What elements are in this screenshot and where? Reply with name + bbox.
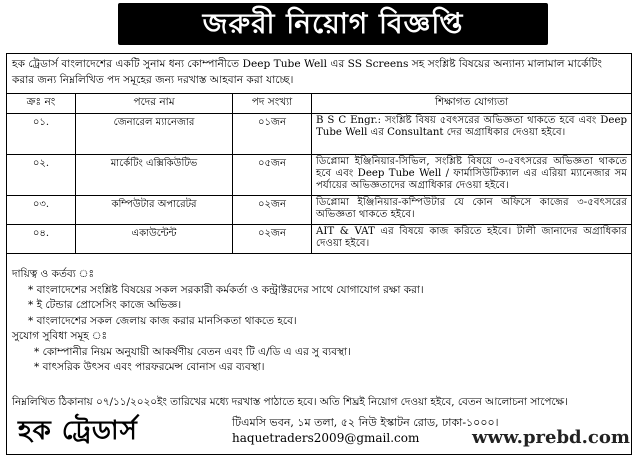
- serial-cell: ০৪.: [7, 225, 76, 254]
- post-cell: কম্পিউটার অপারেটর: [76, 196, 233, 225]
- table-row: [7, 114, 632, 155]
- vacancy-table: [6, 93, 632, 254]
- col-serial-header: ক্রঃ নং: [7, 94, 76, 114]
- qualification-cell: B S C Engr.: সংশ্লিষ্ট বিষয় ৫বৎসরের অভিজ্ঞতা থাকতে হবে এবং Deep Tube Well এর Consultant দের অগ্রাধিকার দেওয়া হইবে।: [312, 114, 632, 155]
- benefits-heading: সুযোগ সুবিধা সমূহ ঃ: [12, 330, 108, 342]
- count-cell: ০৫জন: [233, 155, 312, 196]
- duties-section: [12, 267, 626, 376]
- duty-item: * ই টেন্ডার প্রোসেসিং কাজে অভিজ্ঞ।: [28, 299, 182, 311]
- qualification-cell: ডিপ্লোমা ইঞ্জিনিয়ার-সিভিল, সংশ্লিষ্ট বিষয়ে ৩-৫বৎসরের অভিজ্ঞতা থাকতে হবে এবং Deep Tube Well / ফার্মাসিউটিক্যাল এর এরিয়া ম্যানেজার সম পর্যায়ের অভিজ্ঞতাদের অগ্রাধিকার দেওয়া হইবে।: [312, 155, 632, 196]
- table-header-row: [7, 94, 632, 114]
- benefit-item: * বাৎসরিক উৎসব এবং পারফরমেন্স বোনাস এর ব্যবস্থা।: [34, 361, 265, 373]
- duties-heading: দায়িত্ব ও কর্তব্য ঃ: [12, 268, 95, 280]
- website-watermark: www.prebd.com: [472, 427, 630, 448]
- serial-cell: ০২.: [7, 155, 76, 196]
- count-cell: ০১জন: [233, 114, 312, 155]
- count-cell: ০২জন: [233, 196, 312, 225]
- count-cell: ০২জন: [233, 225, 312, 254]
- table-row: [7, 155, 632, 196]
- col-post-header: পদের নাম: [76, 94, 233, 114]
- table-row: [7, 196, 632, 225]
- benefit-item: * কোম্পানীর নিয়ম অনুযায়ী আকর্ষণীয় বেতন এবং টি এ/ডি এ এর সু ব্যবস্থা।: [34, 345, 351, 358]
- notice-title-banner: জরুরী নিয়োগ বিজ্ঞপ্তি: [118, 3, 548, 45]
- post-cell: একাউন্টেন্ট: [76, 225, 233, 254]
- post-cell: জেনারেল ম্যানেজার: [76, 114, 233, 155]
- col-qualification-header: শিক্ষাগত যোগ্যতা: [312, 94, 632, 114]
- serial-cell: ০১.: [7, 114, 76, 155]
- duty-item: * বাংলাদেশের সংশ্লিষ্ট বিষয়ের সকল সরকারী কর্মকর্তা ও কন্ট্রাক্টরদের সাথে যোগাযোগ রক্ষা করা।: [28, 283, 424, 296]
- post-cell: মার্কেটিং এক্সিকিউটিভ: [76, 155, 233, 196]
- intro-paragraph: হক ট্রেডার্স বাংলাদেশের একটি সুনাম ধন্য কোম্পানীতে Deep Tube Well এর SS Screens সহ সংশ্লিষ্ট বিষয়ের অন্যান্য মালামাল মার্কেটিং করার জন্য নিম্নলিখিত পদ সমূহের জন্য দরখাস্ত আহবান করা যাচ্ছে।: [12, 58, 602, 86]
- company-address: টিএমসি ভবন, ১ম তলা, ৫২ নিউ ইস্কাটন রোড, ঢাকা-১০০০।: [232, 416, 499, 429]
- company-name: হক ট্রেডার্স: [18, 416, 138, 446]
- company-email: haquetraders2009@gmail.com: [232, 431, 420, 445]
- col-count-header: পদ সংখ্যা: [233, 94, 312, 114]
- serial-cell: ০৩.: [7, 196, 76, 225]
- qualification-cell: ডিপ্লোমা ইঞ্জিনিয়ার-কম্পিউটার যে কোন অফিসে কাজের ৩-৫বৎসরের অভিজ্ঞতা থাকতে হইবে।: [312, 196, 632, 225]
- table-row: [7, 225, 632, 254]
- qualification-cell: AIT & VAT এর বিষয়ে কাজ করিতে হইবে। টালী জানাদের অগ্রাধিকার দেওয়া হইবে।: [312, 225, 632, 254]
- deadline-text: নিম্নলিখিত ঠিকানায় ০৭/১১/২০২০ইং তারিখের মধ্যে দরখাস্ত পাঠাতে হবে। অতি শিঘ্রই নিয়োগ দেওয়া হইবে, বেতন আলোচনা সাপেক্ষে।: [12, 396, 568, 408]
- duty-item: * বাংলাদেশের সকল জেলায় কাজ করার মানসিকতা থাকতে হবে।: [28, 314, 297, 327]
